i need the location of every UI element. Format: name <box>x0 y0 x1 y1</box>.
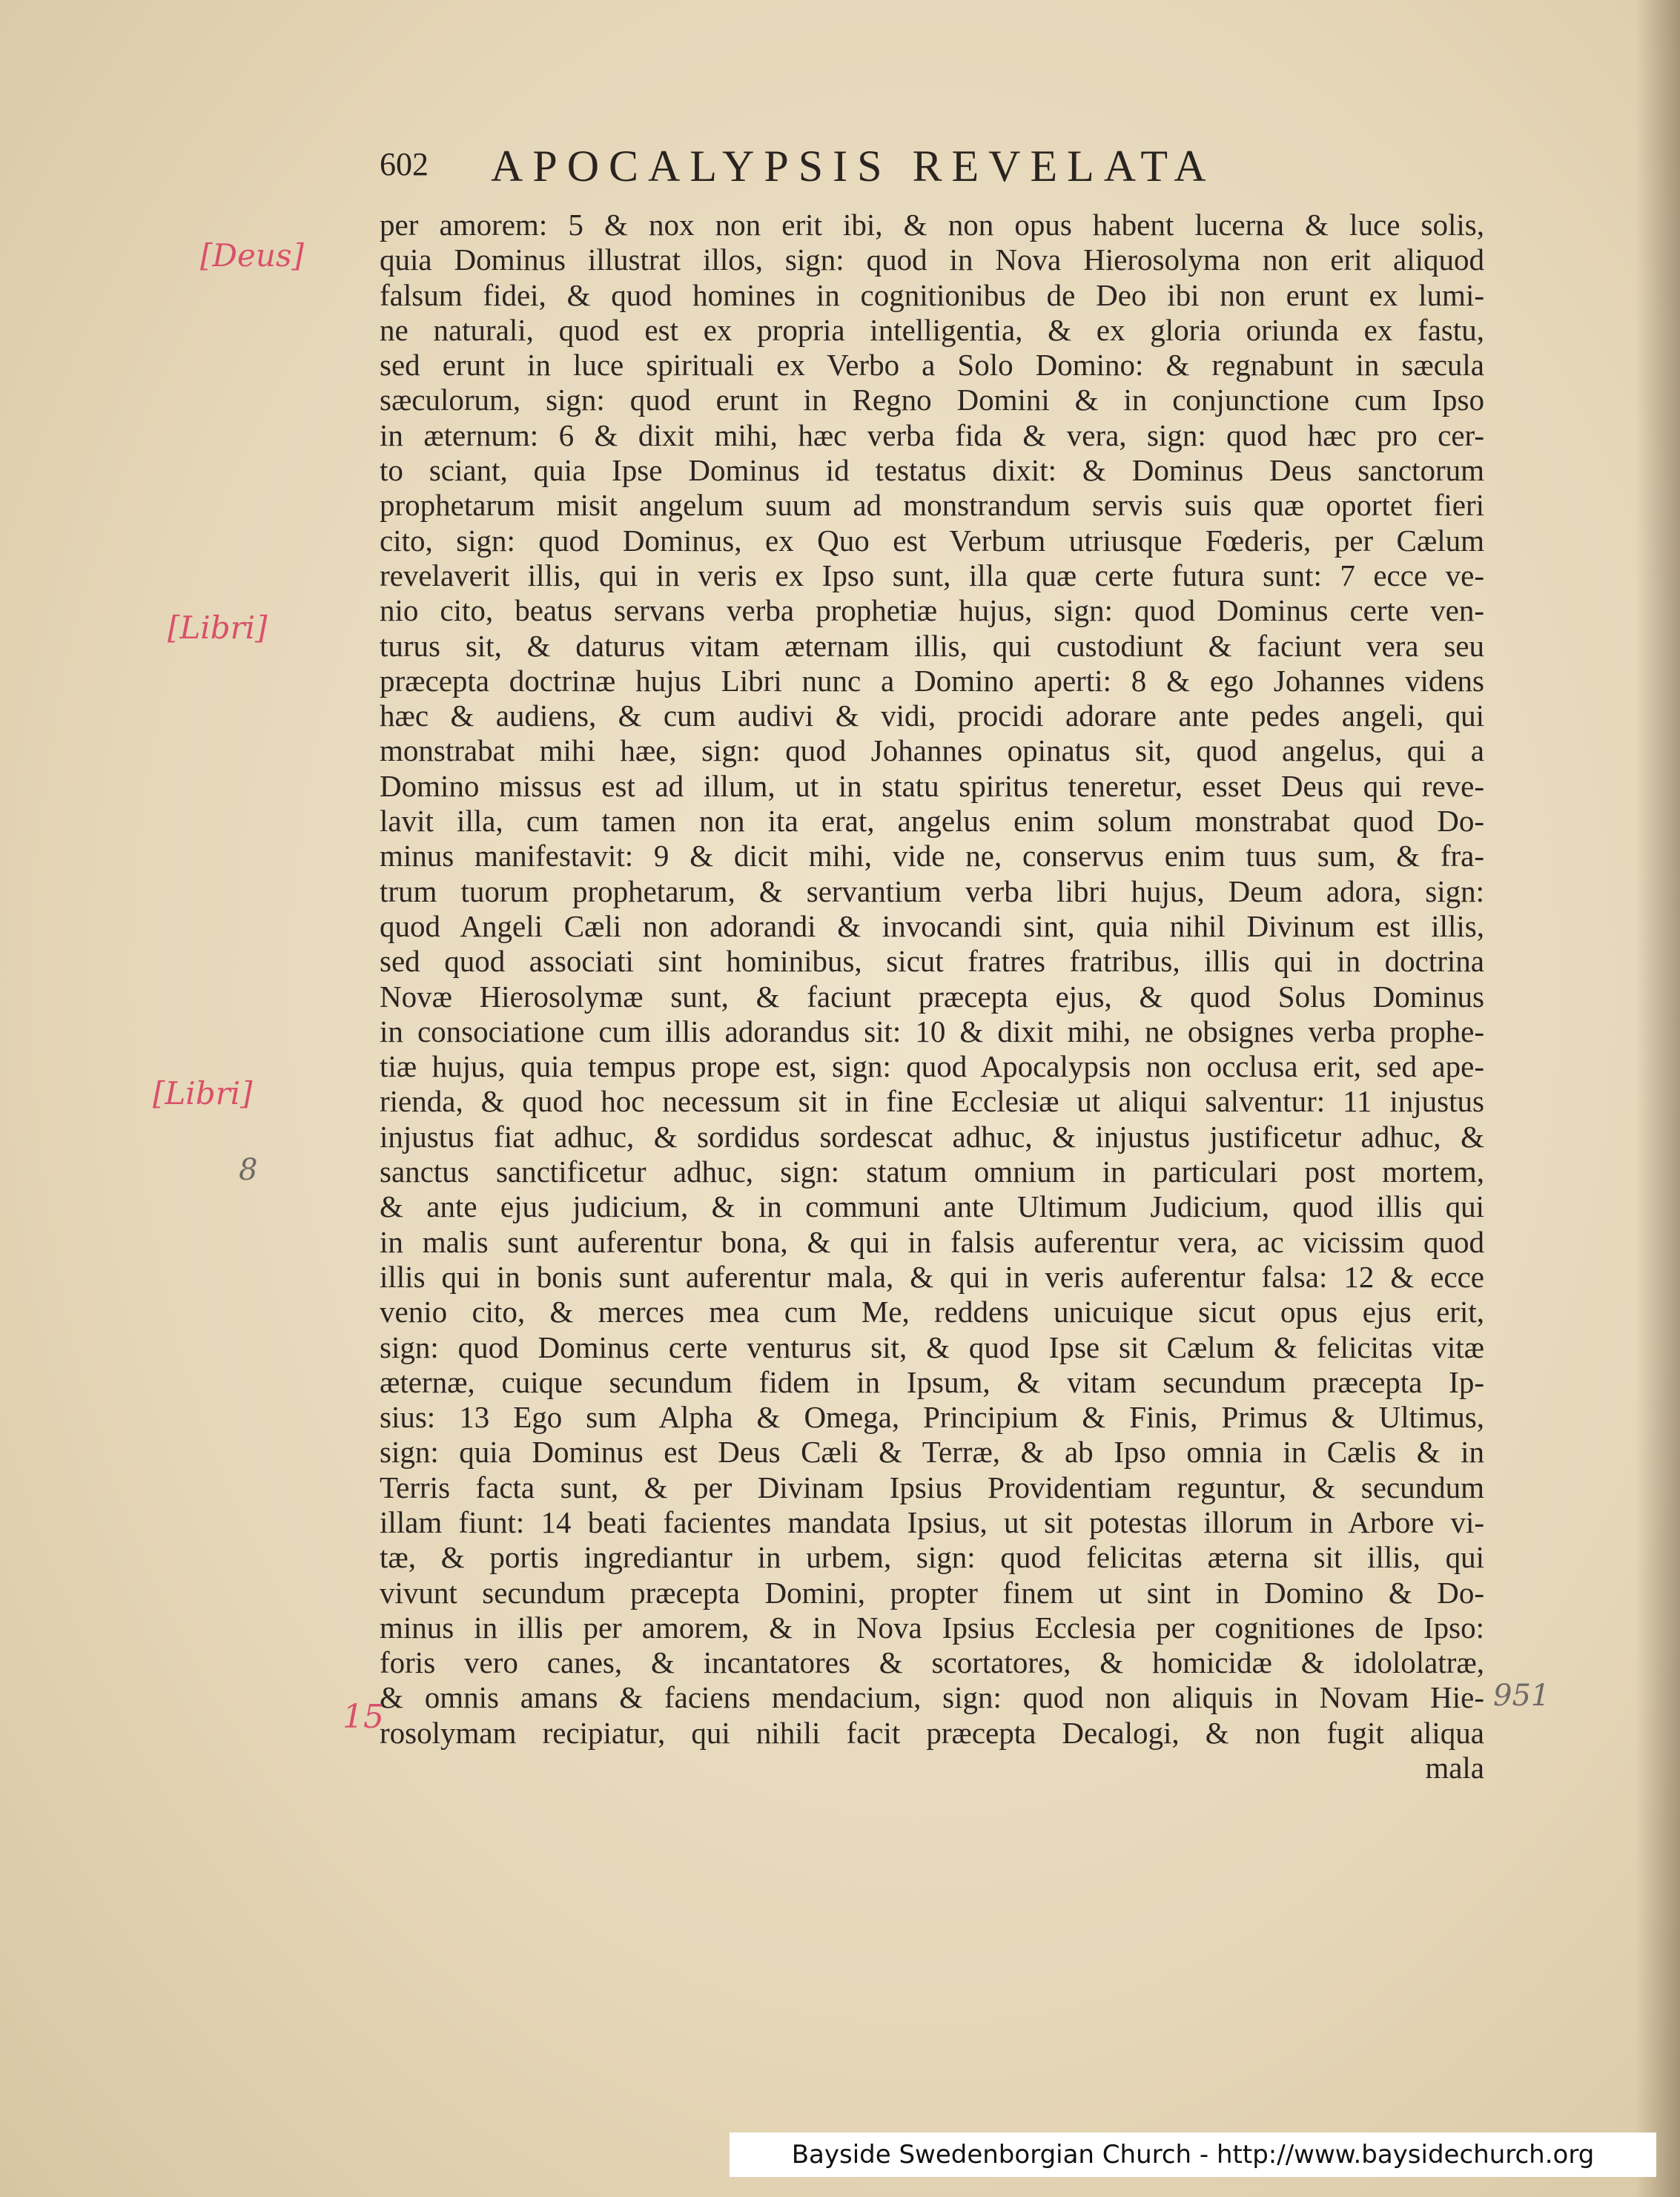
margin-note-libri: [Libri] <box>168 609 268 646</box>
text-line: rienda, & quod hoc necessum sit in fine Ecclesiæ ut aliqui salventur: 11 injustus <box>380 1084 1484 1119</box>
text-line: tiæ hujus, quia tempus prope est, sign: quod Apocalypsis non occlusa erit, sed ape- <box>380 1049 1484 1084</box>
text-line: sius: 13 Ego sum Alpha & Omega, Principium & Finis, Primus & Ultimus, <box>380 1400 1484 1435</box>
text-line: hæc & audiens, & cum audivi & vidi, procidi adorare ante pedes angeli, qui <box>380 698 1484 733</box>
page-number: 602 <box>380 146 429 182</box>
text-line: æternæ, cuique secundum fidem in Ipsum, & vitam secundum præcepta Ip- <box>380 1364 1484 1399</box>
margin-red-number: 15 <box>343 1698 384 1736</box>
text-line: sanctus sanctificetur adhuc, sign: statum omnium in particulari post mortem, <box>380 1154 1484 1189</box>
text-line: & omnis amans & faciens mendacium, sign: quod non aliquis in Novam Hie- <box>380 1680 1484 1715</box>
text-line: Domino missus est ad illum, ut in statu spiritus teneretur, esset Deus qui reve- <box>380 768 1484 803</box>
text-line: tæ, & portis ingrediantur in urbem, sign: quod felicitas æterna sit illis, qui <box>380 1540 1484 1575</box>
text-line: sed erunt in luce spirituali ex Verbo a Solo Domino: & regnabunt in sæcula <box>380 348 1484 383</box>
margin-note-deus: [Deus] <box>200 237 304 274</box>
text-line: Terris facta sunt, & per Divinam Ipsius Providentiam reguntur, & secundum <box>380 1470 1484 1504</box>
text-line: in æternum: 6 & dixit mihi, hæc verba fida & vera, sign: quod hæc pro cer- <box>380 417 1484 452</box>
text-line: mala <box>1425 1751 1484 1785</box>
page-header <box>380 141 1432 193</box>
text-line: præcepta doctrinæ hujus Libri nunc a Domino aperti: 8 & ego Johannes videns <box>380 663 1484 698</box>
text-line: sed quod associati sint hominibus, sicut fratres fratribus, illis qui in doctrina <box>380 944 1484 979</box>
text-line: sign: quod Dominus certe venturus sit, & quod Ipse sit Cælum & felicitas vitæ <box>380 1329 1484 1364</box>
text-line: illis qui in bonis sunt auferentur mala, & qui in veris auferentur falsa: 12 & ecce <box>380 1259 1484 1294</box>
text-line: in malis sunt auferentur bona, & qui in falsis auferentur vera, ac vicissim quod <box>380 1224 1484 1259</box>
margin-note-libri: [Libri] <box>153 1075 253 1111</box>
text-line: quod Angeli Cæli non adorandi & invocandi sint, quia nihil Divinum est illis, <box>380 908 1484 943</box>
text-line: injustus fiat adhuc, & sordidus sordescat adhuc, & injustus justificetur adhuc, & <box>380 1119 1484 1154</box>
text-line: venio cito, & merces mea cum Me, reddens unicuique sicut opus ejus erit, <box>380 1295 1484 1329</box>
text-line: sign: quia Dominus est Deus Cæli & Terræ, & ab Ipso omnia in Cælis & in <box>380 1435 1484 1470</box>
text-line: & ante ejus judicium, & in communi ante Ultimum Judicium, quod illis qui <box>380 1189 1484 1224</box>
body-text <box>380 208 1484 1785</box>
text-line: falsum fidei, & quod homines in cognitionibus de Deo ibi non erunt ex lumi- <box>380 277 1484 312</box>
text-line: quia Dominus illustrat illos, sign: quod in Nova Hierosolyma non erit aliquod <box>380 242 1484 277</box>
page-edge-shadow <box>1636 0 1680 2197</box>
text-line: trum tuorum prophetarum, & servantium verba libri hujus, Deum adora, sign: <box>380 873 1484 908</box>
text-line: Novæ Hierosolymæ sunt, & faciunt præcepta ejus, & quod Solus Dominus <box>380 979 1484 1014</box>
text-line: in consociatione cum illis adorandus sit: 10 & dixit mihi, ne obsignes verba prophe- <box>380 1014 1484 1048</box>
text-line: prophetarum misit angelum suum ad monstrandum servis suis quæ oportet fieri <box>380 488 1484 523</box>
text-line: minus manifestavit: 9 & dicit mihi, vide ne, conservus enim tuus sum, & fra- <box>380 839 1484 873</box>
margin-pencil-number: 8 <box>239 1153 258 1187</box>
text-line: revelaverit illis, qui in veris ex Ipso sunt, illa quæ certe futura sunt: 7 ecce ve- <box>380 558 1484 592</box>
text-line: sæculorum, sign: quod erunt in Regno Domini & in conjunctione cum Ipso <box>380 383 1484 417</box>
text-line: to sciant, quia Ipse Dominus id testatus dixit: & Dominus Deus sanctorum <box>380 453 1484 488</box>
text-line: rosolymam recipiatur, qui nihili facit præcepta Decalogi, & non fugit aliqua <box>380 1715 1484 1750</box>
text-line: nio cito, beatus servans verba prophetiæ hujus, sign: quod Dominus certe ven- <box>380 593 1484 628</box>
text-line: foris vero canes, & incantatores & scortatores, & homicidæ & idololatræ, <box>380 1645 1484 1680</box>
text-line: monstrabat mihi hæe, sign: quod Johannes opinatus sit, quod angelus, qui a <box>380 733 1484 768</box>
text-line: lavit illa, cum tamen non ita erat, angelus enim solum monstrabat quod Do- <box>380 804 1484 839</box>
margin-pencil-number: 951 <box>1493 1679 1550 1713</box>
text-line: minus in illis per amorem, & in Nova Ipsius Ecclesia per cognitiones de Ipso: <box>380 1610 1484 1645</box>
footer-credit: Bayside Swedenborgian Church - http://www.baysidechurch.org <box>730 2132 1656 2177</box>
text-line: cito, sign: quod Dominus, ex Quo est Verbum utriusque Fœderis, per Cælum <box>380 523 1484 558</box>
text-line: ne naturali, quod est ex propria intelligentia, & ex gloria oriunda ex fastu, <box>380 312 1484 347</box>
text-line: per amorem: 5 & nox non erit ibi, & non opus habent lucerna & luce solis, <box>380 208 1484 242</box>
text-line: turus sit, & daturus vitam æternam illis, qui custodiunt & faciunt vera seu <box>380 628 1484 663</box>
text-line: vivunt secundum præcepta Domini, propter finem ut sint in Domino & Do- <box>380 1575 1484 1610</box>
text-line: illam fiunt: 14 beati facientes mandata Ipsius, ut sit potestas illorum in Arbore vi- <box>380 1504 1484 1539</box>
running-title: APOCALYPSIS REVELATA <box>491 142 1216 191</box>
